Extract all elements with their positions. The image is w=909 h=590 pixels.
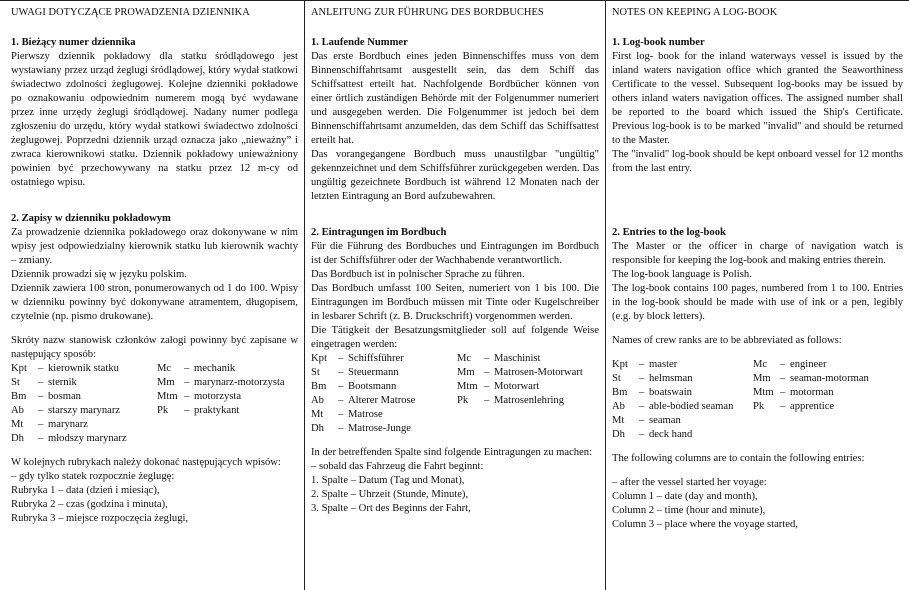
abbr-cell: – [484, 395, 490, 406]
abbreviation-table [612, 358, 869, 442]
abbr-row [612, 386, 869, 400]
abbr-cell: St [612, 373, 621, 384]
abbr-cell: – [639, 415, 645, 426]
section-text: Das Bordbuch umfasst 100 Seiten, numeriert von 1 bis 100. Die Eintragungen im Bordbuch müssen mit Tinte oder Kugelschreiber in lesbarer Schrift (z. B. Druckschrift) vorgenommen werden. [311, 283, 599, 322]
abbr-cell: – [780, 387, 786, 398]
abbr-cell: Mt [11, 419, 24, 430]
abbr-cell: helmsman [649, 373, 693, 384]
abbr-row [311, 380, 583, 394]
abbr-cell: Mt [612, 415, 625, 426]
section-title: 1. Bieżący numer dziennika [11, 37, 136, 48]
abbr-cell: Mc [457, 353, 472, 364]
section-text: Dziennik zawiera 100 stron, ponumerowanych od 1 do 100. Wpisy w dzienniku powinny być dokonywane atramentem, długopisem, czytelnie (np. pismo drukowane). [11, 283, 298, 322]
abbr-cell: Bootsmann [348, 381, 397, 392]
entry-line: Column 1 – date (day and month), [612, 491, 758, 502]
abbr-cell: St [311, 367, 320, 378]
entries-intro: The following columns are to contain the following entries: [612, 453, 865, 464]
abbr-cell: praktykant [194, 405, 240, 416]
abbr-cell: Ab [311, 395, 324, 406]
abbr-cell: – [338, 395, 344, 406]
abbr-cell [484, 408, 494, 422]
section-title: 1. Laufende Nummer [311, 37, 408, 48]
abbr-intro: Skróty nazw stanowisk członków załogi powinny być zapisane w następujący sposób: [11, 335, 298, 360]
abbr-cell [494, 422, 583, 436]
entry-line: – gdy tylko statek rozpocznie żeglugę: [11, 471, 175, 482]
abbr-cell: Dh [311, 423, 324, 434]
abbr-cell: Mc [753, 359, 768, 370]
abbr-cell [790, 414, 869, 428]
abbr-cell [780, 414, 790, 428]
abbr-row [612, 400, 869, 414]
abbr-cell: Bm [612, 387, 628, 398]
abbr-cell: Steuermann [348, 367, 399, 378]
abbr-cell: master [649, 359, 678, 370]
abbreviation-table [11, 362, 285, 446]
abbr-intro: Names of crew ranks are to be abbreviated as follows: [612, 335, 842, 346]
entries-intro: W kolejnych rubrykach należy dokonać następujących wpisów: [11, 457, 281, 468]
entry-line: Rubryka 3 – miejsce rozpoczęcia żeglugi, [11, 513, 189, 524]
entry-line: Rubryka 2 – czas (godzina i minuta), [11, 499, 168, 510]
abbr-row [311, 408, 583, 422]
abbr-row [11, 432, 285, 446]
section-text: Die Tätigkeit der Besatzungsmitglieder soll auf folgende Weise eingetragen werden: [311, 325, 599, 350]
entry-line: Column 3 – place where the voyage started, [612, 519, 798, 530]
section-title: 1. Log-book number [612, 37, 705, 48]
abbr-cell: – [338, 367, 344, 378]
abbr-cell: able-bodied seaman [649, 401, 734, 412]
abbr-cell [457, 408, 484, 422]
entry-line: – after the vessel started her voyage: [612, 477, 767, 488]
abbr-row [311, 422, 583, 436]
abbr-cell: Matrosen-Motorwart [494, 367, 583, 378]
abbr-cell: starszy marynarz [48, 405, 121, 416]
abbr-cell: seaman-motorman [790, 373, 869, 384]
column-header: NOTES ON KEEPING A LOG-BOOK [612, 7, 778, 18]
abbr-cell [780, 428, 790, 442]
column-divider [304, 0, 305, 590]
abbr-cell: – [338, 409, 344, 420]
abbr-cell: – [639, 429, 645, 440]
abbr-cell [157, 432, 184, 446]
abbr-cell: – [38, 405, 44, 416]
abbr-row [11, 390, 285, 404]
abbr-cell: deck hand [649, 429, 693, 440]
entry-line: Rubryka 1 – data (dzień i miesiąc), [11, 485, 160, 496]
abbr-cell: – [184, 363, 190, 374]
abbr-cell [753, 414, 780, 428]
section-text: Das Bordbuch ist in polnischer Sprache zu führen. [311, 269, 525, 280]
abbr-cell: – [38, 391, 44, 402]
abbr-cell: – [484, 353, 490, 364]
abbr-cell: Schiffsführer [348, 353, 404, 364]
abbr-cell: Pk [753, 401, 765, 412]
abbr-cell: marynarz [48, 419, 88, 430]
abbr-cell: Kpt [612, 359, 628, 370]
abbr-cell: – [184, 377, 190, 388]
abbr-cell: Pk [157, 405, 169, 416]
abbr-cell: Matrosenlehring [494, 395, 565, 406]
abbr-cell: Mm [457, 367, 475, 378]
abbr-cell [457, 422, 484, 436]
abbr-cell: Matrose [348, 409, 383, 420]
abbr-cell: – [639, 401, 645, 412]
abbr-cell: motorman [790, 387, 834, 398]
abbr-cell: młodszy marynarz [48, 433, 127, 444]
abbr-cell: – [639, 373, 645, 384]
column-english [612, 6, 903, 590]
abbr-cell: apprentice [790, 401, 835, 412]
entry-line: Column 2 – time (hour and minute), [612, 505, 766, 516]
abbr-cell: Bm [11, 391, 27, 402]
abbr-cell: engineer [790, 359, 827, 370]
abbr-cell: kierownik statku [48, 363, 119, 374]
abbr-cell: – [484, 367, 490, 378]
abbr-cell: Mm [753, 373, 771, 384]
abbr-cell: – [38, 363, 44, 374]
abbr-cell [790, 428, 869, 442]
abbr-row [11, 418, 285, 432]
section-text: Dziennik prowadzi się w języku polskim. [11, 269, 187, 280]
abbr-cell: Ab [612, 401, 625, 412]
abbr-cell: Kpt [311, 353, 327, 364]
section-text: First log- book for the inland waterways vessel is issued by the inland waters navigation office which granted the Seaworthiness Certificate to the vessel. Subsequent log-books may be issued by others inland waters navigation offices. The assigned number shall be reported to the board which issued the Ship's Certificate. Previous log-book is to be marked "invalid" and should be returned to the Master. [612, 51, 903, 146]
section-text: Das erste Bordbuch eines jeden Binnenschiffes muss von dem Binnenschiffahrtsamt ausgestellt sein, das dem Schiff das Schiffsattest erteilt hat. Nachfolgende Bordbücher können von einer örtlich zuständigen Behörde mit der Folgenummer numeriert und ausgegeben werden. Die Folgenummer ist jedoch bei dem Binnenschiffahrtsamt anzumelden, das dem Schiff das Schiffsattest erteilt hat. [311, 51, 599, 146]
abbr-cell: seaman [649, 415, 681, 426]
abbr-cell [194, 432, 285, 446]
abbr-cell: Dh [612, 429, 625, 440]
abbreviation-table [311, 352, 583, 436]
section-text: Das vorangegangene Bordbuch muss unaustilgbar "ungültig" gekennzeichnet und dem Schiffsführer zurückgegeben werden. Das ungültig gezeichnete Bordbuch ist während 12 Monaten nach der letzten Eintragung an Bord aufzubewahren. [311, 149, 599, 202]
column-german [311, 6, 599, 590]
section-text: The Master or the officer in charge of navigation watch is responsible for keeping the log-book and making entries therein. [612, 241, 903, 266]
abbr-cell: Ab [11, 405, 24, 416]
abbr-row [311, 394, 583, 408]
section-title: 2. Entries to the log-book [612, 227, 726, 238]
abbr-cell: sternik [48, 377, 77, 388]
section-text: The "invalid" log-book should be kept onboard vessel for 12 months from the last entry. [612, 149, 903, 174]
abbr-cell: Alterer Matrose [348, 395, 416, 406]
abbr-row [612, 428, 869, 442]
abbr-cell: marynarz-motorzysta [194, 377, 285, 388]
top-rule [0, 0, 909, 1]
abbr-cell: Mm [157, 377, 175, 388]
abbr-row [311, 352, 583, 366]
abbr-cell: Kpt [11, 363, 27, 374]
abbr-cell [494, 408, 583, 422]
abbr-cell: St [11, 377, 20, 388]
abbr-row [612, 358, 869, 372]
section-text: Für die Führung des Bordbuches und Eintragungen im Bordbuch ist der Schiffsführer oder der Wachhabende verantwortlich. [311, 241, 599, 266]
column-polish [11, 6, 298, 590]
entry-line: – sobald das Fahrzeug die Fahrt beginnt: [311, 461, 484, 472]
abbr-row [612, 372, 869, 386]
abbr-cell [157, 418, 184, 432]
abbr-cell: – [639, 359, 645, 370]
abbr-cell [484, 422, 494, 436]
abbr-cell: Mtm [457, 381, 478, 392]
entry-line: 2. Spalte – Uhrzeit (Stunde, Minute), [311, 489, 469, 500]
abbr-cell: – [780, 359, 786, 370]
abbr-cell: Bm [311, 381, 327, 392]
abbr-cell: – [338, 353, 344, 364]
abbr-cell: – [38, 377, 44, 388]
abbr-cell: boatswain [649, 387, 692, 398]
abbr-cell: Mt [311, 409, 324, 420]
abbr-cell: bosman [48, 391, 81, 402]
section-title: 2. Eintragungen im Bordbuch [311, 227, 447, 238]
abbr-cell: – [184, 391, 190, 402]
abbr-cell: Mc [157, 363, 172, 374]
abbr-cell: – [338, 423, 344, 434]
abbr-cell: Pk [457, 395, 469, 406]
abbr-cell: – [484, 381, 490, 392]
column-divider [605, 0, 606, 590]
abbr-cell [184, 418, 194, 432]
abbr-cell: Matrose-Junge [348, 423, 411, 434]
abbr-cell: Motorwart [494, 381, 540, 392]
abbr-row [11, 362, 285, 376]
abbr-cell: – [780, 401, 786, 412]
entry-line: 3. Spalte – Ort des Beginns der Fahrt, [311, 503, 471, 514]
abbr-row [11, 404, 285, 418]
section-text: The log-book contains 100 pages, numbered from 1 to 100. Entries in the log-book should be made with use of ink or a pen, legibly (e.g. by block letters). [612, 283, 903, 322]
abbr-cell: – [780, 373, 786, 384]
abbr-row [11, 376, 285, 390]
column-header: ANLEITUNG ZUR FÜHRUNG DES BORDBUCHES [311, 7, 544, 18]
abbr-cell [184, 432, 194, 446]
section-text: Za prowadzenie dziennika pokładowego oraz dokonywane w nim wpisy jest odpowiedzialny kierownik statku lub kierownik wachty – zmiany. [11, 227, 298, 266]
abbr-cell: Maschinist [494, 353, 541, 364]
abbr-cell [753, 428, 780, 442]
abbr-cell: Mtm [753, 387, 774, 398]
abbr-row [311, 366, 583, 380]
abbr-row [612, 414, 869, 428]
abbr-cell: Dh [11, 433, 24, 444]
abbr-cell: – [338, 381, 344, 392]
abbr-cell: motorzysta [194, 391, 242, 402]
abbr-cell: Mtm [157, 391, 178, 402]
entry-line: 1. Spalte – Datum (Tag und Monat), [311, 475, 465, 486]
section-text: Pierwszy dziennik pokładowy dla statku śródlądowego jest wystawiany przez urząd żeglugi śródlądowej, który wydał statkowi świadectwo zdolności żeglugowej. Kolejne dzienniki pokładowe po oznakowaniu odpowiednim numerem mogą być wydawane przez inne urzędy żeglugi śródlądowej. Nadany numer podlega zgłoszeniu do urzędu, który wydał statkowi świadectwo zdolności żeglugowej. Poprzedni dziennik urząd oznacza jako „nieważny” i zwraca kierownikowi statku. Dziennik pokładowy unieważniony powinien być przechowywany na statku przez 12 m-cy od ostatniego wpisu. [11, 51, 298, 188]
abbr-cell: – [639, 387, 645, 398]
abbr-cell [194, 418, 285, 432]
abbr-cell: mechanik [194, 363, 236, 374]
abbr-cell: – [184, 405, 190, 416]
abbr-cell: – [38, 419, 44, 430]
entries-intro: In der betreffenden Spalte sind folgende Eintragungen zu machen: [311, 447, 593, 458]
section-text: The log-book language is Polish. [612, 269, 752, 280]
abbr-cell: – [38, 433, 44, 444]
section-title: 2. Zapisy w dzienniku pokładowym [11, 213, 171, 224]
column-header: UWAGI DOTYCZĄCE PROWADZENIA DZIENNIKA [11, 7, 250, 18]
